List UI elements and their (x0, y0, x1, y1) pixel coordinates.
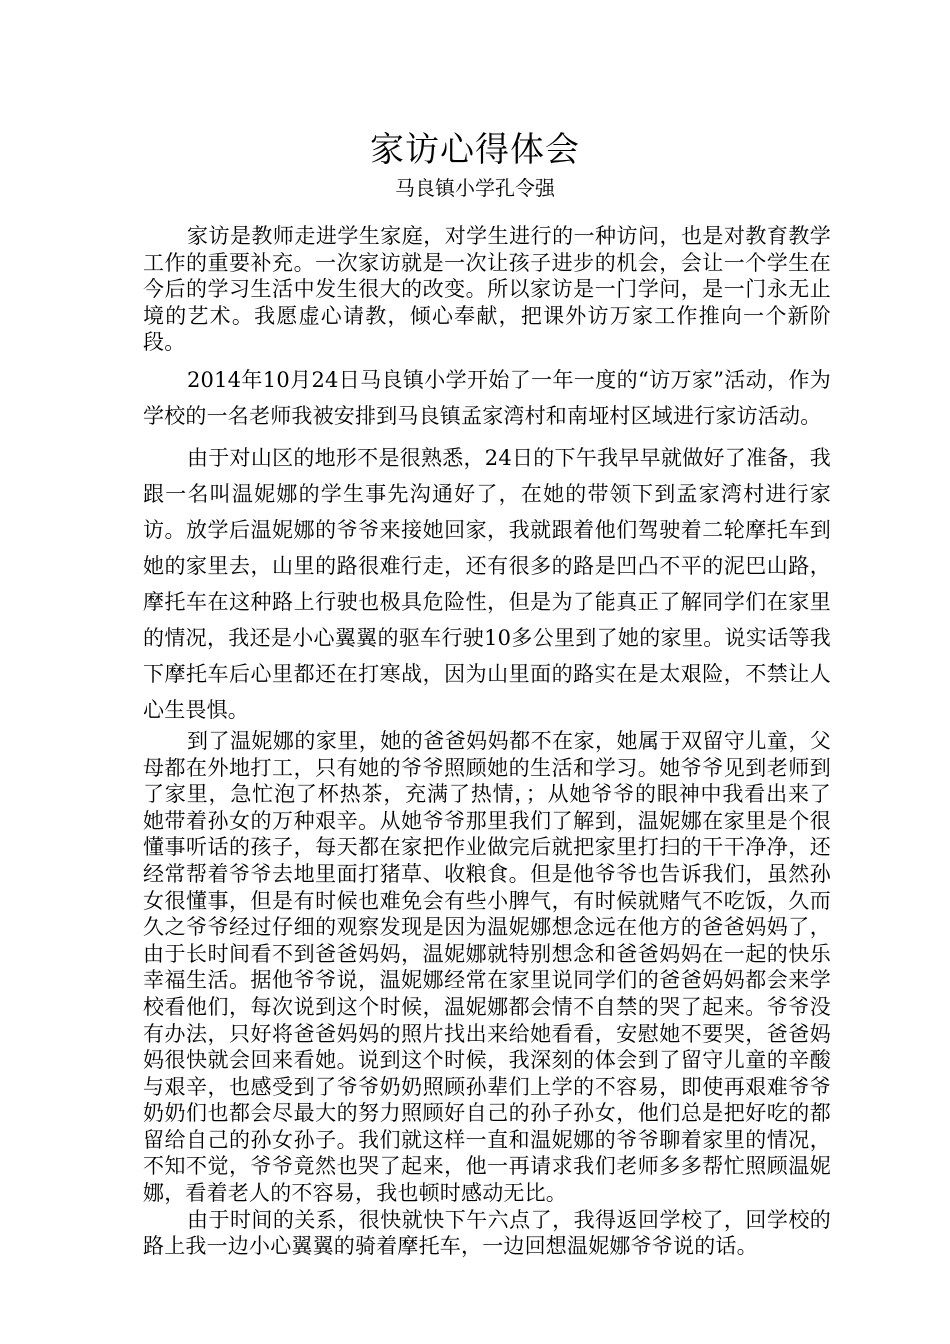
paragraph-return: 由于时间的关系，很快就快下午六点了，我得返回学校了，回学校的路上我一边小心翼翼的骑着摩托车，一边回想温妮娜爷爷说的话。 (143, 1207, 831, 1259)
paragraph-intro: 家访是教师走进学生家庭，对学生进行的一种访问，也是对教育教学工作的重要补充。一次家访就是一次让孩子进步的机会，会让一个学生在今后的学习生活中发生很大的改变。所以家访是一门学问，是一门永无止境的艺术。我愿虚心请教，倾心奉献，把课外访万家工作推向一个新阶段。 (143, 224, 831, 355)
paragraph-visit: 到了温妮娜的家里，她的爸爸妈妈都不在家，她属于双留守儿童，父母都在外地打工，只有她的爷爷照顾她的生活和学习。她爷爷见到老师到了家里，急忙泡了杯热茶，充满了热情，；从她爷爷的眼神中我看出来了她带着孙女的万种艰辛。从她爷爷那里我们了解到，温妮娜在家里是个很懂事听话的孩子，每天都在家把作业做完后就把家里打扫的干干净净，还经常帮着爷爷去地里面打猪草、收粮食。但是他爷爷也告诉我们，虽然孙女很懂事，但是有时候也难免会有些小脾气，有时候就赌气不吃饭，久而久之爷爷经过仔细的观察发现是因为温妮娜想念远在他方的爸爸妈妈了，由于长时间看不到爸爸妈妈，温妮娜就特别想念和爸爸妈妈在一起的快乐幸福生活。据他爷爷说，温妮娜经常在家里说同学们的爸爸妈妈都会来学校看他们，每次说到这个时候，温妮娜都会情不自禁的哭了起来。爷爷没有办法，只好将爸爸妈妈的照片找出来给她看看，安慰她不要哭，爸爸妈妈很快就会回来看她。说到这个时候，我深刻的体会到了留守儿童的辛酸与艰辛，也感受到了爷爷奶奶照顾孙辈们上学的不容易，即使再艰难爷爷奶奶们也都会尽最大的努力照顾好自己的孙子孙女，他们总是把好吃的都留给自己的孙女孙子。我们就这样一直和温妮娜的爷爷聊着家里的情况，不知不觉，爷爷竟然也哭了起来，他一再请求我们老师多多帮忙照顾温妮娜，看着老人的不容易，我也顿时感动无比。 (143, 728, 831, 1206)
document-author: 马良镇小学孔令强 (395, 176, 555, 200)
paragraph-journey: 由于对山区的地形不是很熟悉，24日的下午我早早就做好了准备，我跟一名叫温妮娜的学生事先沟通好了，在她的带领下到孟家湾村进行家访。放学后温妮娜的爷爷来接她回家，我就跟着他们驾驶着二轮摩托车到她的家里去，山里的路很难行走，还有很多的路是凹凸不平的泥巴山路，摩托车在这种路上行驶也极具危险性，但是为了能真正了解同学们在家里的情况，我还是小心翼翼的驱车行驶10多公里到了她的家里。说实话等我下摩托车后心里都还在打寒战，因为山里面的路实在是太艰险，不禁让人心生畏惧。 (143, 445, 831, 722)
paragraph-activity: 2014年10月24日马良镇小学开始了一年一度的“访万家”活动，作为学校的一名老师我被安排到马良镇孟家湾村和南垭村区域进行家访活动。 (143, 367, 831, 428)
document-title: 家访心得体会 (370, 130, 580, 170)
document-body (143, 223, 831, 1260)
